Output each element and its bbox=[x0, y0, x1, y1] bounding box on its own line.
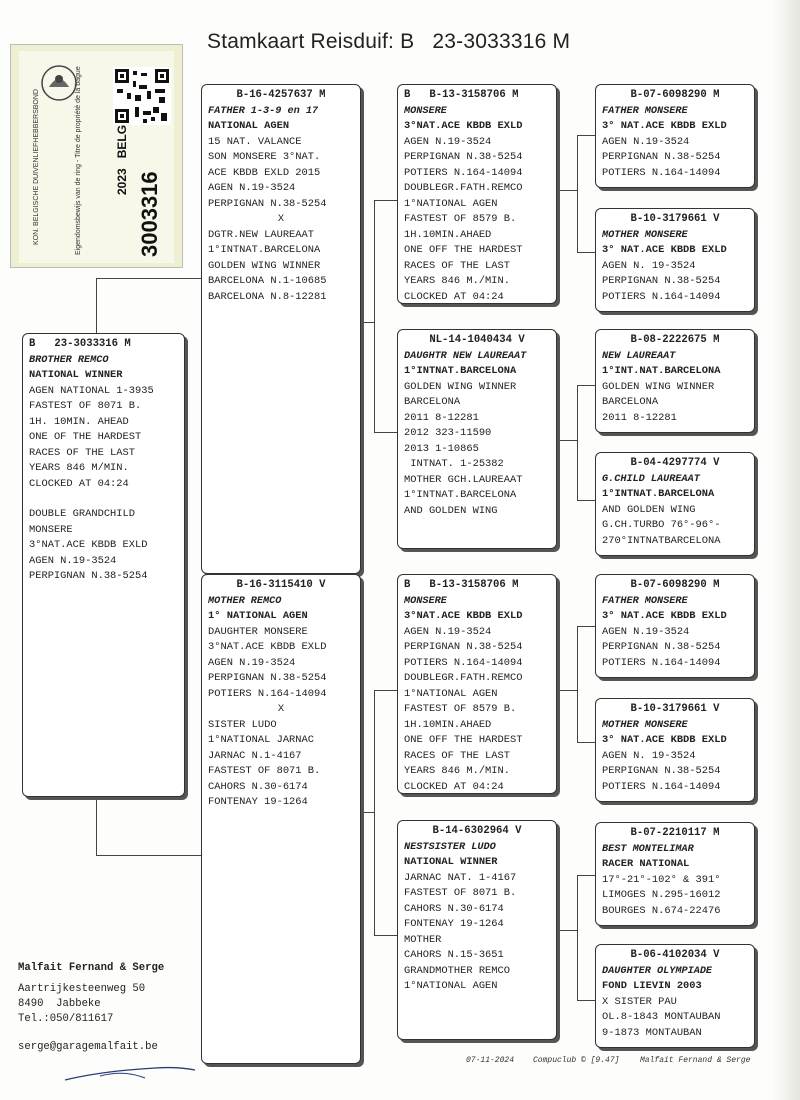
pedigree-line: FASTEST OF 8071 B. bbox=[208, 765, 321, 777]
pedigree-line: PERPIGNAN N.38-5254 bbox=[404, 151, 523, 163]
footer-date: 07-11-2024 bbox=[466, 1056, 515, 1065]
pedigree-line: MONSERE bbox=[29, 523, 73, 536]
ring-number: B 23-3033316 M bbox=[29, 338, 131, 350]
pedigree-line: AGEN N. 19-3524 bbox=[602, 259, 696, 272]
owner-street: Aartrijkesteenweg 50 bbox=[18, 983, 146, 995]
ring-number: B-14-6302964 V bbox=[432, 825, 522, 837]
pedigree-line: POTIERS N.164-14094 bbox=[404, 656, 523, 669]
pigeon-name: NESTSISTER LUDO bbox=[404, 841, 496, 853]
pedigree-line: ONE OFF THE HARDEST bbox=[404, 244, 523, 256]
pigeon-maternal-grandmother-box bbox=[397, 820, 557, 1040]
pigeon-name: MOTHER MONSERE bbox=[602, 719, 688, 731]
pedigree-line: PERPIGNAN N.38-5254 bbox=[602, 151, 721, 163]
pedigree-line: CLOCKED AT 04:24 bbox=[29, 477, 129, 490]
pedigree-line: 1°NATIONAL AGEN bbox=[404, 980, 498, 992]
connector-ff-stub bbox=[557, 190, 577, 191]
pigeon-name: BEST MONTELIMAR bbox=[602, 843, 694, 855]
pedigree-line: ACE KBDB EXLD 2015 bbox=[208, 166, 321, 179]
connector-mother-vertical bbox=[374, 690, 375, 935]
pigeon-name: NEW LAUREAAT bbox=[602, 350, 676, 362]
pigeon-maternal-grandfather-box bbox=[397, 574, 557, 794]
pedigree-line: ONE OFF THE HARDEST bbox=[404, 734, 523, 746]
pigeon-honor: 1° NATIONAL AGEN bbox=[208, 610, 308, 622]
pedigree-line: 2013 1-10865 bbox=[404, 442, 479, 455]
connector-mm-mmf bbox=[577, 875, 595, 876]
pedigree-line: DAUGHTER MONSERE bbox=[208, 625, 308, 638]
pedigree-line: SON MONSERE 3°NAT. bbox=[208, 151, 321, 163]
pigeon-fmf-box bbox=[595, 329, 755, 433]
connector-mf-mfm bbox=[577, 742, 595, 743]
pedigree-line: 1H.10MIN.AHAED bbox=[404, 228, 492, 241]
pigeon-honor: 3°NAT.ACE KBDB EXLD bbox=[404, 120, 523, 132]
pedigree-line: 15 NAT. VALANCE bbox=[208, 135, 302, 148]
pedigree-line: SISTER LUDO bbox=[208, 718, 277, 731]
connector-father-stub bbox=[361, 322, 374, 323]
pigeon-name: BROTHER REMCO bbox=[29, 354, 109, 366]
connector-father-ff bbox=[374, 200, 397, 201]
connector-mm-stub bbox=[557, 930, 577, 931]
pedigree-line: DOUBLE GRANDCHILD bbox=[29, 508, 136, 520]
pedigree-line: POTIERS N.164-14094 bbox=[404, 166, 523, 179]
pigeon-name: MONSERE bbox=[404, 595, 447, 607]
federation-logo-icon bbox=[39, 63, 79, 103]
connector-fm-vertical bbox=[577, 385, 578, 500]
pedigree-line: POTIERS N.164-14094 bbox=[602, 166, 721, 179]
owner-email[interactable]: serge@garagemalfait.be bbox=[18, 1041, 158, 1053]
ring-number: B B-13-3158706 M bbox=[404, 579, 519, 591]
pedigree-line: BARCELONA N.8-12281 bbox=[208, 290, 327, 303]
pedigree-line: DOUBLEGR.FATH.REMCO bbox=[404, 672, 523, 684]
ring-number: NL-14-1040434 V bbox=[429, 334, 525, 346]
pedigree-line: 2012 323-11590 bbox=[404, 427, 492, 439]
pedigree-line: PERPIGNAN N.38-5254 bbox=[602, 765, 721, 777]
pedigree-line: 270°INTNATBARCELONA bbox=[602, 534, 721, 547]
pedigree-line: AGEN NATIONAL 1-3935 bbox=[29, 384, 154, 397]
pedigree-line: ONE OF THE HARDEST bbox=[29, 431, 142, 443]
owner-city: 8490 Jabbeke bbox=[18, 998, 101, 1010]
pigeon-name: FATHER 1-3-9 en 17 bbox=[208, 105, 319, 117]
pedigree-line: CAHORS N.30-6174 bbox=[208, 780, 308, 793]
pigeon-honor: 3° NAT.ACE KBDB EXLD bbox=[602, 120, 727, 132]
ring-certificate-card bbox=[10, 44, 183, 268]
pigeon-honor: 3° NAT.ACE KBDB EXLD bbox=[602, 610, 727, 622]
pigeon-name: MONSERE bbox=[404, 105, 447, 117]
ring-number: B-07-2210117 M bbox=[630, 827, 720, 839]
pigeon-name: FATHER MONSERE bbox=[602, 595, 688, 607]
pedigree-line: POTIERS N.164-14094 bbox=[602, 290, 721, 303]
pigeon-honor: 1°INTNAT.BARCELONA bbox=[404, 365, 517, 377]
pedigree-line: FASTEST OF 8071 B. bbox=[29, 400, 142, 412]
connector-fm-fmm bbox=[577, 500, 595, 501]
connector-fm-fmf bbox=[577, 385, 595, 386]
connector-subject-father-horizontal bbox=[96, 278, 202, 279]
pedigree-line: FASTEST OF 8579 B. bbox=[404, 213, 517, 225]
connector-ff-ffm bbox=[577, 252, 595, 253]
pedigree-line: FASTEST OF 8071 B. bbox=[404, 887, 517, 899]
connector-mother-mm bbox=[374, 935, 397, 936]
pedigree-line: INTNAT. 1-25382 bbox=[404, 458, 504, 470]
connector-father-fm bbox=[374, 432, 397, 433]
pigeon-name: DAUGHTR NEW LAUREAAT bbox=[404, 350, 527, 362]
footer-owner: Malfait Fernand & Serge bbox=[640, 1056, 751, 1065]
connector-mm-vertical bbox=[577, 875, 578, 1000]
pigeon-fmm-box bbox=[595, 452, 755, 556]
pedigree-line: PERPIGNAN N.38-5254 bbox=[29, 570, 148, 582]
connector-subject-mother-horizontal bbox=[96, 855, 202, 856]
connector-mf-stub bbox=[557, 690, 577, 691]
page-title: Stamkaart Reisduif: B 23-3033316 M bbox=[207, 30, 571, 53]
pedigree-line: PERPIGNAN N.38-5254 bbox=[602, 641, 721, 653]
pedigree-line: POTIERS N.164-14094 bbox=[602, 656, 721, 669]
connector-mm-mmm bbox=[577, 1000, 595, 1001]
pedigree-line: 2011 8-12281 bbox=[602, 411, 677, 424]
connector-subject-mother-vertical bbox=[96, 797, 97, 855]
pigeon-honor: NATIONAL WINNER bbox=[29, 369, 123, 381]
pedigree-line: PERPIGNAN N.38-5254 bbox=[208, 197, 327, 210]
pedigree-line: AGEN N.19-3524 bbox=[208, 182, 296, 194]
pedigree-line: PERPIGNAN N.38-5254 bbox=[208, 672, 327, 684]
pedigree-line: X SISTER PAU bbox=[602, 995, 677, 1008]
pedigree-line: 1°INTNAT.BARCELONA bbox=[208, 244, 321, 256]
pedigree-line: 1H.10MIN.AHAED bbox=[404, 718, 492, 731]
qr-code-icon bbox=[113, 67, 171, 125]
pigeon-mother-box bbox=[201, 574, 361, 1064]
pedigree-line: BARCELONA bbox=[404, 396, 461, 408]
pigeon-name: MOTHER REMCO bbox=[208, 595, 282, 607]
pedigree-line: YEARS 846 M/MIN. bbox=[29, 462, 129, 474]
ring-number: B-16-4257637 M bbox=[236, 89, 326, 101]
pigeon-father-box bbox=[201, 84, 361, 574]
pedigree-line: GOLDEN WING WINNER bbox=[602, 380, 715, 393]
pedigree-line: RACES OF THE LAST bbox=[404, 259, 511, 272]
pigeon-paternal-grandmother-box bbox=[397, 329, 557, 549]
pedigree-line: OL.8-1843 MONTAUBAN bbox=[602, 1011, 721, 1023]
signature-icon bbox=[60, 1058, 200, 1088]
pedigree-line: AGEN N.19-3524 bbox=[404, 625, 492, 638]
pigeon-honor: 3° NAT.ACE KBDB EXLD bbox=[602, 734, 727, 746]
pedigree-line: FONTENAY 19-1264 bbox=[208, 796, 308, 808]
pigeon-honor: NATIONAL AGEN bbox=[208, 120, 290, 132]
pigeon-mmm-box bbox=[595, 944, 755, 1048]
pedigree-line: X bbox=[277, 213, 285, 225]
pedigree-line: X bbox=[277, 703, 285, 715]
pedigree-line: 1H. 10MIN. AHEAD bbox=[29, 415, 129, 428]
pedigree-line: LIMOGES N.295-16012 bbox=[602, 889, 721, 901]
pigeon-honor: FOND LIEVIN 2003 bbox=[602, 980, 702, 992]
pigeon-name: FATHER MONSERE bbox=[602, 105, 688, 117]
pigeon-mfm-box bbox=[595, 698, 755, 802]
ring-year-country: 2023 BELG bbox=[115, 124, 129, 195]
pedigree-line: FONTENAY 19-1264 bbox=[404, 918, 504, 930]
ring-number: B-08-2222675 M bbox=[630, 334, 720, 346]
pigeon-honor: RACER NATIONAL bbox=[602, 858, 690, 870]
pedigree-line: AND GOLDEN WING bbox=[602, 503, 696, 516]
owner-name: Malfait Fernand & Serge bbox=[18, 962, 165, 974]
pedigree-line bbox=[29, 492, 178, 507]
page-edge-shadow bbox=[772, 0, 800, 1100]
connector-mother-mf bbox=[374, 690, 397, 691]
pedigree-line: YEARS 846 M./MIN. bbox=[404, 275, 511, 287]
pedigree-line: BARCELONA bbox=[602, 396, 659, 408]
pigeon-honor: 3° NAT.ACE KBDB EXLD bbox=[602, 244, 727, 256]
connector-mf-vertical bbox=[577, 626, 578, 742]
pigeon-fff-box bbox=[595, 84, 755, 188]
pedigree-line: AGEN N.19-3524 bbox=[29, 554, 117, 567]
pigeon-name: G.CHILD LAUREAAT bbox=[602, 473, 700, 485]
pedigree-line: BOURGES N.674-22476 bbox=[602, 904, 721, 917]
ring-number: B-04-4297774 V bbox=[630, 457, 720, 469]
pedigree-line: AGEN N.19-3524 bbox=[602, 135, 690, 148]
pedigree-line: FASTEST OF 8579 B. bbox=[404, 703, 517, 715]
connector-father-vertical bbox=[374, 200, 375, 432]
connector-mf-mff bbox=[577, 626, 595, 627]
pedigree-line: G.CH.TURBO 76°-96°- bbox=[602, 519, 721, 531]
connector-ff-fff bbox=[577, 135, 595, 136]
connector-fm-stub bbox=[557, 440, 577, 441]
pedigree-line: CLOCKED AT 04:24 bbox=[404, 780, 504, 793]
connector-mother-stub bbox=[361, 812, 374, 813]
pigeon-name: MOTHER MONSERE bbox=[602, 229, 688, 241]
pigeon-ffm-box bbox=[595, 208, 755, 312]
pedigree-line: CAHORS N.30-6174 bbox=[404, 902, 504, 915]
pigeon-paternal-grandfather-box bbox=[397, 84, 557, 304]
pedigree-line: PERPIGNAN N.38-5254 bbox=[404, 641, 523, 653]
connector-ff-vertical bbox=[577, 135, 578, 252]
pedigree-line: 3°NAT.ACE KBDB EXLD bbox=[29, 539, 148, 551]
ring-number: B-07-6098290 M bbox=[630, 89, 720, 101]
pigeon-name: DAUGHTER OLYMPIADE bbox=[602, 965, 713, 977]
pedigree-line: BARCELONA N.1-10685 bbox=[208, 275, 327, 287]
pedigree-line: MOTHER bbox=[404, 933, 442, 946]
pedigree-line: GRANDMOTHER REMCO bbox=[404, 964, 511, 977]
ring-number: B-06-4102034 V bbox=[630, 949, 720, 961]
connector-subject-father-vertical bbox=[96, 278, 97, 336]
pedigree-line: DGTR.NEW LAUREAAT bbox=[208, 228, 315, 241]
pedigree-line: DOUBLEGR.FATH.REMCO bbox=[404, 182, 523, 194]
pedigree-line: GOLDEN WING WINNER bbox=[208, 259, 321, 272]
pedigree-line: POTIERS N.164-14094 bbox=[208, 687, 327, 700]
pedigree-line: RACES OF THE LAST bbox=[29, 446, 136, 459]
pedigree-line: CLOCKED AT 04:24 bbox=[404, 290, 504, 303]
pedigree-line: AGEN N.19-3524 bbox=[404, 135, 492, 148]
pedigree-line: 9-1873 MONTAUBAN bbox=[602, 1026, 702, 1039]
ring-number: B-16-3115410 V bbox=[236, 579, 326, 591]
pigeon-mff-box bbox=[595, 574, 755, 678]
ring-number: B B-13-3158706 M bbox=[404, 89, 519, 101]
pedigree-line: AND GOLDEN WING bbox=[404, 504, 498, 517]
pigeon-honor: 1°INT.NAT.BARCELONA bbox=[602, 365, 721, 377]
pedigree-line: JARNAC N.1-4167 bbox=[208, 749, 302, 762]
pedigree-line: 2011 8-12281 bbox=[404, 411, 479, 424]
pedigree-line: 1°NATIONAL AGEN bbox=[404, 687, 498, 700]
pigeon-mmf-box bbox=[595, 822, 755, 926]
pedigree-line: MOTHER GCH.LAUREAAT bbox=[404, 473, 523, 486]
footer-software: Compuclub © [9.47] bbox=[533, 1056, 620, 1065]
owner-phone: Tel.:050/811617 bbox=[18, 1013, 114, 1025]
pedigree-line: PERPIGNAN N.38-5254 bbox=[602, 275, 721, 287]
pedigree-line: AGEN N. 19-3524 bbox=[602, 749, 696, 762]
pigeon-honor: 1°INTNAT.BARCELONA bbox=[602, 488, 715, 500]
pedigree-line: CAHORS N.15-3651 bbox=[404, 949, 504, 961]
pedigree-line: AGEN N.19-3524 bbox=[208, 656, 296, 669]
ring-number: 3003316 bbox=[137, 171, 162, 257]
pedigree-line: GOLDEN WING WINNER bbox=[404, 380, 517, 393]
ownership-text: Eigendomsbewijs van de ring - Titre de propriété de la bague bbox=[75, 66, 82, 255]
federation-text: KON. BELGISCHE DUIVENLIEFHEBBERSBOND bbox=[33, 89, 40, 245]
pedigree-line: JARNAC NAT. 1-4167 bbox=[404, 871, 517, 884]
pedigree-line: 1°INTNAT.BARCELONA bbox=[404, 489, 517, 501]
pedigree-line: AGEN N.19-3524 bbox=[602, 625, 690, 638]
pedigree-line: RACES OF THE LAST bbox=[404, 749, 511, 762]
ring-number: B-07-6098290 M bbox=[630, 579, 720, 591]
pigeon-honor: 3°NAT.ACE KBDB EXLD bbox=[404, 610, 523, 622]
pigeon-honor: NATIONAL WINNER bbox=[404, 856, 498, 868]
ring-number: B-10-3179661 V bbox=[630, 703, 720, 715]
pedigree-line: POTIERS N.164-14094 bbox=[602, 780, 721, 793]
pedigree-line: 1°NATIONAL AGEN bbox=[404, 197, 498, 210]
pedigree-line: 1°NATIONAL JARNAC bbox=[208, 734, 315, 746]
pedigree-line: YEARS 846 M./MIN. bbox=[404, 765, 511, 777]
pedigree-line: 3°NAT.ACE KBDB EXLD bbox=[208, 641, 327, 653]
pedigree-line: 17°-21°-102° & 391° bbox=[602, 873, 721, 886]
pigeon-subject-box bbox=[22, 333, 185, 797]
ring-number: B-10-3179661 V bbox=[630, 213, 720, 225]
